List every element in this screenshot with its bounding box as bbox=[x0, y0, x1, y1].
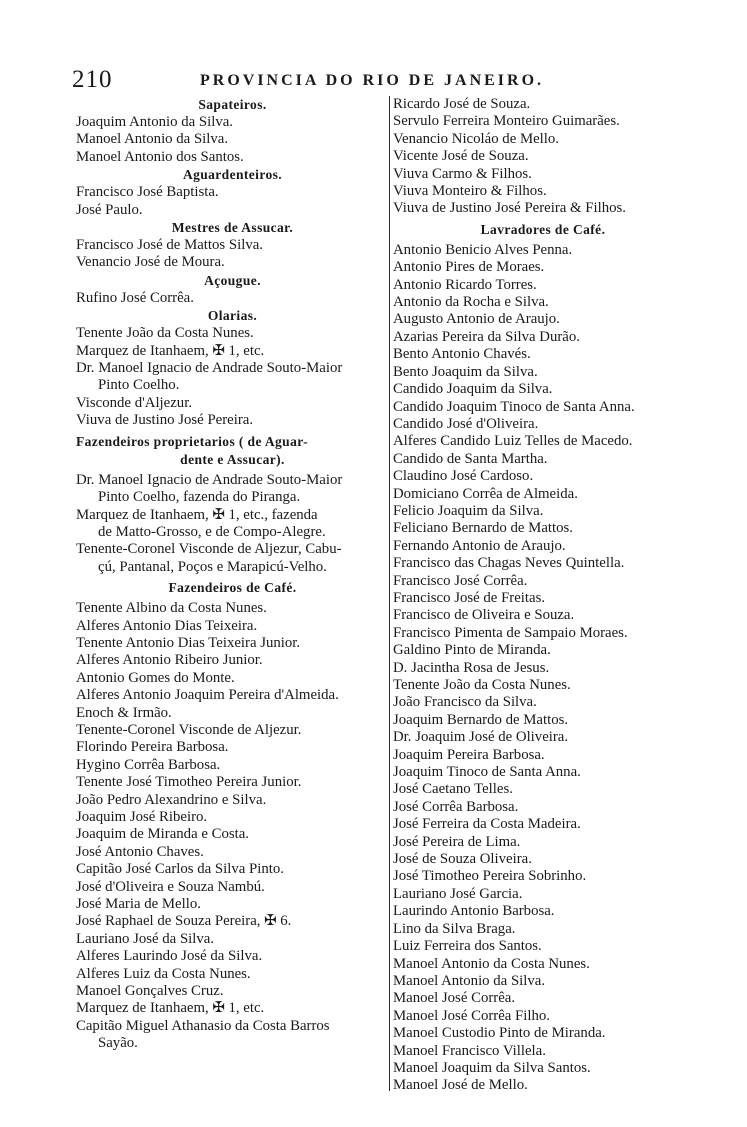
list-item: Tenente-Coronel Visconde de Aljezur. bbox=[76, 721, 302, 738]
left-column bbox=[76, 96, 389, 1053]
section-heading-lavradores-cafe: Lavradores de Café. bbox=[480, 221, 606, 237]
list-item: Manoel Francisco Villela. bbox=[393, 1042, 546, 1059]
list-item: Joaquim Pereira Barbosa. bbox=[393, 746, 545, 763]
continued-list bbox=[393, 96, 693, 218]
list-item: Francisco José Corrêa. bbox=[393, 572, 528, 589]
list-item: Azarias Pereira da Silva Durão. bbox=[393, 328, 580, 345]
column-divider bbox=[389, 96, 390, 1091]
lavradores-cafe-list bbox=[393, 242, 693, 1095]
list-item: Candido José d'Oliveira. bbox=[393, 415, 539, 432]
list-item: Joaquim Bernardo de Mattos. bbox=[393, 711, 569, 728]
list-item: Viuva Carmo & Filhos. bbox=[393, 165, 532, 182]
list-item: Viuva Monteiro & Filhos. bbox=[393, 183, 547, 200]
list-item: Marquez de Itanhaem, ✠ 1, etc. bbox=[76, 342, 265, 359]
list-item: José Timotheo Pereira Sobrinho. bbox=[393, 868, 587, 885]
list-item: Manoel José de Mello. bbox=[393, 1077, 528, 1094]
list-item: José Maria de Mello. bbox=[76, 896, 201, 913]
running-title: PROVINCIA DO RIO DE JANEIRO. bbox=[200, 72, 545, 89]
list-item: Dr. Manoel Ignacio de Andrade Souto-Maior bbox=[76, 471, 343, 488]
list-item: Viuva de Justino José Pereira. bbox=[76, 412, 254, 429]
list-item: José Antonio Chaves. bbox=[76, 843, 204, 860]
list-item: Marquez de Itanhaem, ✠ 1, etc. bbox=[76, 1000, 265, 1017]
heading-line: dente e Assucar). bbox=[180, 451, 285, 467]
list-item: Venancio José de Moura. bbox=[76, 254, 225, 271]
section-heading-aguardenteiros: Aguardenteiros. bbox=[182, 167, 283, 183]
list-item: Manoel Antonio da Costa Nunes. bbox=[393, 955, 590, 972]
list-item: Joaquim José Ribeiro. bbox=[76, 809, 208, 825]
list-item-continuation: Sayão. bbox=[98, 1035, 138, 1052]
list-item: José Paulo. bbox=[76, 201, 143, 218]
list-item: Candido Joaquim da Silva. bbox=[393, 381, 553, 398]
list-item: Tenente João da Costa Nunes. bbox=[393, 677, 571, 693]
list-item-continuation: Pinto Coelho. bbox=[98, 377, 180, 394]
list-item: Francisco José Baptista. bbox=[76, 184, 219, 201]
list-item: José Ferreira da Costa Madeira. bbox=[393, 816, 581, 833]
list-item: Tenente José Timotheo Pereira Junior. bbox=[76, 774, 302, 791]
section-heading-fazendeiros-proprietarios bbox=[76, 433, 389, 469]
list-item-continuation: Pinto Coelho, fazenda do Piranga. bbox=[98, 489, 301, 506]
list-item: Antonio Ricardo Torres. bbox=[393, 276, 537, 293]
list-item: Manoel José Corrêa Filho. bbox=[393, 1007, 550, 1024]
list-item: Viuva de Justino José Pereira & Filhos. bbox=[393, 200, 626, 217]
list-item: Antonio da Rocha e Silva. bbox=[393, 294, 549, 311]
list-item: Alferes Antonio Ribeiro Junior. bbox=[76, 652, 263, 669]
section-heading-sapateiros: Sapateiros. bbox=[198, 97, 267, 112]
list-item: Manoel Gonçalves Cruz. bbox=[76, 983, 224, 1000]
list-item: Enoch & Irmão. bbox=[76, 704, 172, 721]
list-item: Laurindo Antonio Barbosa. bbox=[393, 903, 555, 920]
list-item: Alferes Laurindo José da Silva. bbox=[76, 948, 263, 965]
list-item: Francisco José de Mattos Silva. bbox=[76, 237, 263, 254]
list-item: Lauriano José da Silva. bbox=[76, 930, 215, 947]
list-item: Tenente João da Costa Nunes. bbox=[76, 325, 254, 342]
list-item: Ricardo José de Souza. bbox=[393, 96, 531, 112]
list-item: Tenente-Coronel Visconde de Aljezur, Cabu- bbox=[76, 541, 342, 558]
list-item: Manoel Custodio Pinto de Miranda. bbox=[393, 1025, 606, 1042]
list-item: José Caetano Telles. bbox=[393, 781, 513, 798]
heading-line: Fazendeiros proprietarios ( de Aguar- bbox=[76, 433, 309, 449]
list-item-continuation: çú, Pantanal, Poços e Marapicú-Velho. bbox=[98, 558, 327, 575]
list-item: Rufino José Corrêa. bbox=[76, 289, 194, 306]
list-item: Fernando Antonio de Araujo. bbox=[393, 537, 566, 554]
list-item: Lauriano José Garcia. bbox=[393, 885, 523, 902]
section-heading-fazendeiros-cafe: Fazendeiros de Café. bbox=[168, 580, 297, 596]
list-item: Hygino Corrêa Barbosa. bbox=[76, 756, 221, 773]
list-item: Manoel Antonio da Silva. bbox=[76, 131, 229, 148]
list-item-continuation: de Matto-Grosso, e de Compo-Alegre. bbox=[98, 523, 326, 540]
list-item: Feliciano Bernardo de Mattos. bbox=[393, 520, 573, 537]
list-item: D. Jacintha Rosa de Jesus. bbox=[393, 659, 550, 676]
list-item: Francisco de Oliveira e Souza. bbox=[393, 607, 575, 624]
list-item: Dr. Joaquim José de Oliveira. bbox=[393, 729, 569, 746]
list-item: Tenente Antonio Dias Teixeira Junior. bbox=[76, 634, 301, 651]
list-item: João Pedro Alexandrino e Silva. bbox=[76, 791, 267, 808]
list-item: José Pereira de Lima. bbox=[393, 833, 521, 850]
list-item: Bento Antonio Chavés. bbox=[393, 346, 531, 363]
list-item: Bento Joaquim da Silva. bbox=[393, 363, 538, 380]
list-item: Florindo Pereira Barbosa. bbox=[76, 739, 229, 756]
list-item: Francisco José de Freitas. bbox=[393, 589, 546, 606]
list-item: Augusto Antonio de Araujo. bbox=[393, 311, 560, 328]
page-header bbox=[72, 66, 692, 96]
list-item: Joaquim de Miranda e Costa. bbox=[76, 826, 250, 843]
list-item: Alferes Candido Luiz Telles de Macedo. bbox=[393, 433, 633, 450]
list-item: Galdino Pinto de Miranda. bbox=[393, 642, 551, 659]
section-heading-olarias: Olarias. bbox=[207, 308, 258, 324]
list-item: Alferes Antonio Joaquim Pereira d'Almeida. bbox=[76, 687, 339, 704]
list-item: José d'Oliveira e Souza Nambú. bbox=[76, 878, 265, 895]
list-item: José de Souza Oliveira. bbox=[393, 851, 532, 868]
list-item: Servulo Ferreira Monteiro Guimarães. bbox=[393, 113, 620, 130]
list-item: João Francisco da Silva. bbox=[393, 694, 537, 711]
list-item: José Raphael de Souza Pereira, ✠ 6. bbox=[76, 913, 292, 930]
list-item: Domiciano Corrêa de Almeida. bbox=[393, 485, 578, 502]
list-item: Joaquim Antonio da Silva. bbox=[76, 114, 234, 130]
list-item: Felicio Joaquim da Silva. bbox=[393, 502, 544, 519]
list-item: Vicente José de Souza. bbox=[393, 148, 529, 165]
list-item: Joaquim Tinoco de Santa Anna. bbox=[393, 764, 581, 781]
list-item: Francisco das Chagas Neves Quintella. bbox=[393, 555, 625, 572]
list-item: Antonio Pires de Moraes. bbox=[393, 259, 545, 276]
list-item: Francisco Pimenta de Sampaio Moraes. bbox=[393, 624, 628, 641]
list-item: Manoel Joaquim da Silva Santos. bbox=[393, 1059, 591, 1076]
section-heading-acougue: Açougue. bbox=[204, 272, 261, 288]
section-heading-mestres-assucar: Mestres de Assucar. bbox=[171, 220, 294, 236]
list-item: Lino da Silva Braga. bbox=[393, 920, 516, 937]
list-item: Luiz Ferreira dos Santos. bbox=[393, 938, 542, 955]
list-item: Alferes Antonio Dias Teixeira. bbox=[76, 617, 258, 634]
list-item: Antonio Benicio Alves Penna. bbox=[393, 241, 573, 258]
right-column bbox=[393, 96, 693, 1095]
list-item: Manoel José Corrêa. bbox=[393, 990, 516, 1007]
list-item: Dr. Manoel Ignacio de Andrade Souto-Maior bbox=[76, 360, 343, 377]
list-item: José Corrêa Barbosa. bbox=[393, 798, 519, 815]
page-number: 210 bbox=[72, 66, 113, 93]
fazendeiros-cafe-list bbox=[76, 600, 389, 1053]
list-item: Claudino José Cardoso. bbox=[393, 468, 534, 485]
list-item: Candido Joaquim Tinoco de Santa Anna. bbox=[393, 398, 635, 415]
list-item: Alferes Luiz da Costa Nunes. bbox=[76, 965, 251, 982]
list-item: Venancio Nicoláo de Mello. bbox=[393, 130, 560, 147]
list-item: Capitão Miguel Athanasio da Costa Barros bbox=[76, 1017, 330, 1034]
list-item: Capitão José Carlos da Silva Pinto. bbox=[76, 861, 284, 878]
list-item: Antonio Gomes do Monte. bbox=[76, 669, 235, 686]
list-item: Marquez de Itanhaem, ✠ 1, etc., fazenda bbox=[76, 506, 318, 523]
list-item: Candido de Santa Martha. bbox=[393, 450, 548, 467]
list-item: Visconde d'Aljezur. bbox=[76, 394, 193, 411]
list-item: Tenente Albino da Costa Nunes. bbox=[76, 600, 267, 617]
list-item: Manoel Antonio da Silva. bbox=[393, 972, 546, 989]
list-item: Manoel Antonio dos Santos. bbox=[76, 148, 244, 165]
